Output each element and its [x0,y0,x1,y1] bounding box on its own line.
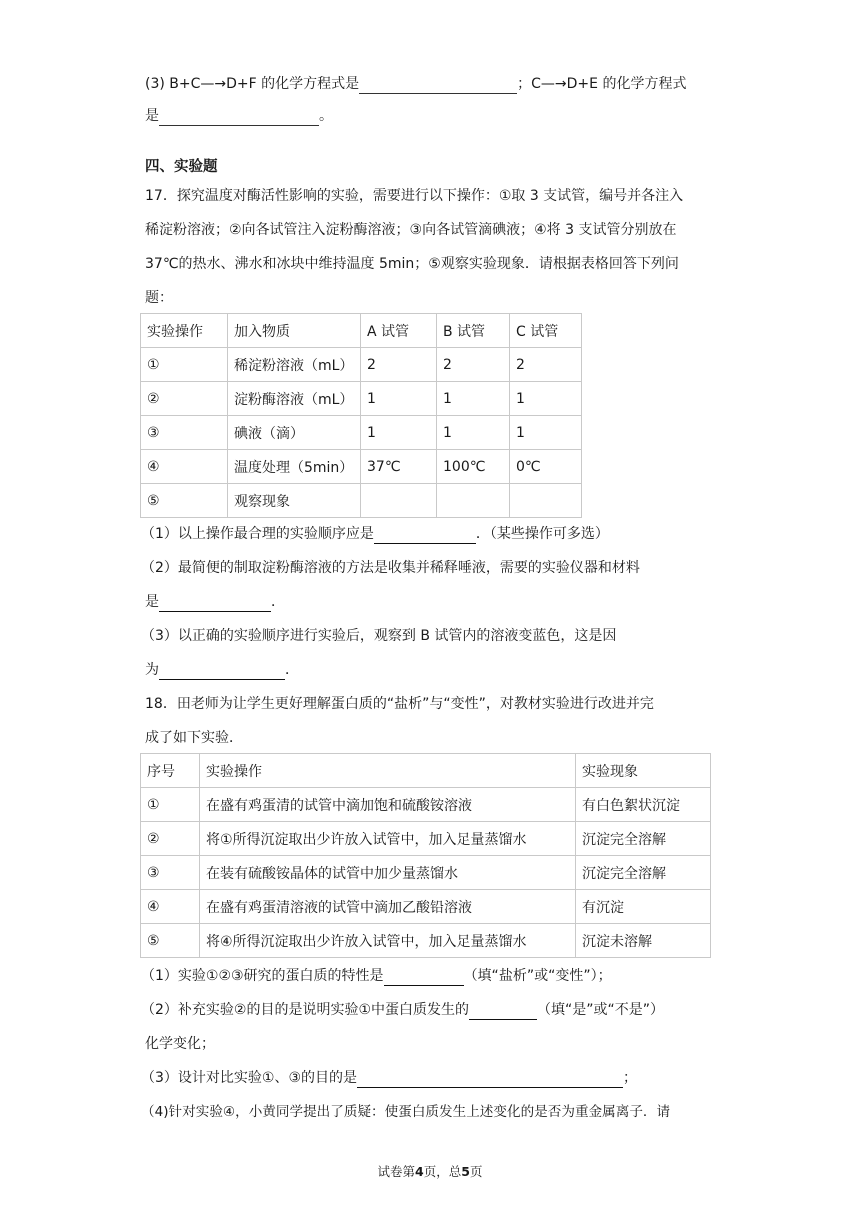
q18-line: 18．田老师为让学生更好理解蛋白质的“盐析”与“变性”，对教材实验进行改进并完 [145,696,654,712]
table-row [141,788,711,822]
table-header-cell: 加入物质 [228,314,361,348]
table-cell: 稀淀粉溶液（mL） [228,348,361,382]
table-cell: 将①所得沉淀取出少许放入试管中，加入足量蒸馏水 [200,822,576,856]
q16-part3-text-d: 。 [319,108,333,124]
q17-sub1-note: ．（某些操作可多选） [475,526,609,542]
table-header-cell: 序号 [141,754,200,788]
q17-sub2-text-b: 是 [145,594,159,610]
q18-sub3-end: ； [623,1070,638,1086]
table-row [141,382,582,416]
table-cell [361,484,437,518]
footer-page-number: 4 [415,1164,424,1179]
table-cell: 碘液（滴） [228,416,361,450]
q18-sub1-text: （1）实验①②③研究的蛋白质的特性是 [141,968,384,984]
answer-blank[interactable] [159,109,319,126]
table-row [141,450,582,484]
q17-sub2-cont [145,592,285,612]
table-cell: ⑤ [141,484,228,518]
q18-sub1 [141,966,612,986]
q17-sub3-text: （3）以正确的实验顺序进行实验后，观察到 B 试管内的溶液变蓝色，这是因 [141,628,617,644]
answer-blank[interactable] [359,77,517,94]
q18-sub2 [141,1000,664,1020]
table-cell: ② [141,822,200,856]
table-cell [510,484,582,518]
table-cell: 1 [361,382,437,416]
footer-total-pages: 5 [461,1164,470,1179]
answer-blank[interactable] [469,1003,537,1020]
table-cell: 观察现象 [228,484,361,518]
answer-blank[interactable] [374,527,476,544]
table-cell: ① [141,788,200,822]
q17-line: 37℃的热水、沸水和冰块中维持温度 5min；⑤观察实验现象．请根据表格回答下列问 [145,256,679,272]
table-row [141,890,711,924]
table-row [141,348,582,382]
q17-sub2-text-c: ． [271,594,285,610]
table-row [141,924,711,958]
table-cell: 在盛有鸡蛋清的试管中滴加饱和硫酸铵溶液 [200,788,576,822]
q17-sub3-cont [145,660,299,680]
table-cell: 0℃ [510,450,582,484]
q17-sub3 [141,626,616,646]
answer-blank[interactable] [357,1071,623,1088]
table-cell: 有沉淀 [576,890,711,924]
table-cell: 沉淀完全溶解 [576,856,711,890]
q18-table [140,753,711,958]
q16-part3-text-b: ；C—→D+E 的化学方程式 [517,76,687,92]
table-header-cell: C 试管 [510,314,582,348]
q17-sub2-text: （2）最简便的制取淀粉酶溶液的方法是收集并稀释唾液，需要的实验仪器和材料 [141,560,640,576]
table-header-cell: 实验操作 [141,314,228,348]
table-cell: 2 [510,348,582,382]
table-cell: 2 [437,348,510,382]
table-cell: 沉淀未溶解 [576,924,711,958]
q18-sub2-cont: 化学变化； [145,1036,215,1052]
q17-sub3-text-b: 为 [145,662,159,678]
table-cell: 1 [437,382,510,416]
q18-line: 成了如下实验． [145,730,243,746]
table-cell: 在装有硫酸铵晶体的试管中加少量蒸馏水 [200,856,576,890]
q17-sub1 [141,524,609,544]
answer-blank[interactable] [384,969,464,986]
table-header-row [141,754,711,788]
table-header-row [141,314,582,348]
table-row [141,484,582,518]
table-row [141,822,711,856]
page-footer [0,1162,860,1180]
table-cell: 1 [510,382,582,416]
table-cell: 1 [361,416,437,450]
q18-sub1-note: （填“盐析”或“变性”）； [463,968,612,984]
table-cell: 37℃ [361,450,437,484]
table-row [141,856,711,890]
table-cell: 沉淀完全溶解 [576,822,711,856]
table-cell: 1 [437,416,510,450]
table-cell: 温度处理（5min） [228,450,361,484]
q16-part3-text-c: 是 [145,108,159,124]
table-cell: 100℃ [437,450,510,484]
section-heading: 四、实验题 [145,159,218,175]
q18-sub4: （4)针对实验④，小黄同学提出了质疑：使蛋白质发生上述变化的是否为重金属离子．请 [141,1104,671,1120]
q17-sub2 [141,558,640,578]
table-cell: ③ [141,856,200,890]
q16-part3-line2 [145,106,333,126]
table-cell: 2 [361,348,437,382]
q18-sub3-text: （3）设计对比实验①、③的目的是 [141,1070,358,1086]
q16-part3-line1 [145,74,686,94]
q18-sub2-note: （填“是”或“不是”） [537,1002,665,1018]
q17-line: 稀淀粉溶液；②向各试管注入淀粉酶溶液；③向各试管滴碘液；④将 3 支试管分别放在 [145,222,677,238]
answer-blank[interactable] [159,663,285,680]
table-cell: 将④所得沉淀取出少许放入试管中，加入足量蒸馏水 [200,924,576,958]
table-cell: 1 [510,416,582,450]
q18-sub2-text: （2）补充实验②的目的是说明实验①中蛋白质发生的 [141,1002,470,1018]
table-row [141,416,582,450]
table-header-cell: 实验操作 [200,754,576,788]
q17-sub3-text-c: ． [285,662,299,678]
table-cell: 有白色絮状沉淀 [576,788,711,822]
table-header-cell: A 试管 [361,314,437,348]
table-cell: 淀粉酶溶液（mL） [228,382,361,416]
table-cell: ④ [141,450,228,484]
footer-text: 页 [469,1164,483,1179]
table-cell: 在盛有鸡蛋清溶液的试管中滴加乙酸铅溶液 [200,890,576,924]
footer-text: 页，总 [423,1164,462,1179]
footer-text: 试卷第 [377,1164,416,1179]
table-cell: ③ [141,416,228,450]
q17-line: 17．探究温度对酶活性影响的实验，需要进行以下操作：①取 3 支试管，编号并各注入 [145,188,684,204]
q17-sub1-text: （1）以上操作最合理的实验顺序应是 [141,526,374,542]
answer-blank[interactable] [159,595,271,612]
q18-sub3 [141,1068,637,1088]
table-header-cell: 实验现象 [576,754,711,788]
table-header-cell: B 试管 [437,314,510,348]
table-cell: ④ [141,890,200,924]
table-cell: ② [141,382,228,416]
q16-part3-text-a: (3) B+C—→D+F 的化学方程式是 [145,76,360,92]
table-cell [437,484,510,518]
table-cell: ① [141,348,228,382]
q17-table [140,313,582,518]
q17-line: 题： [145,290,173,306]
table-cell: ⑤ [141,924,200,958]
